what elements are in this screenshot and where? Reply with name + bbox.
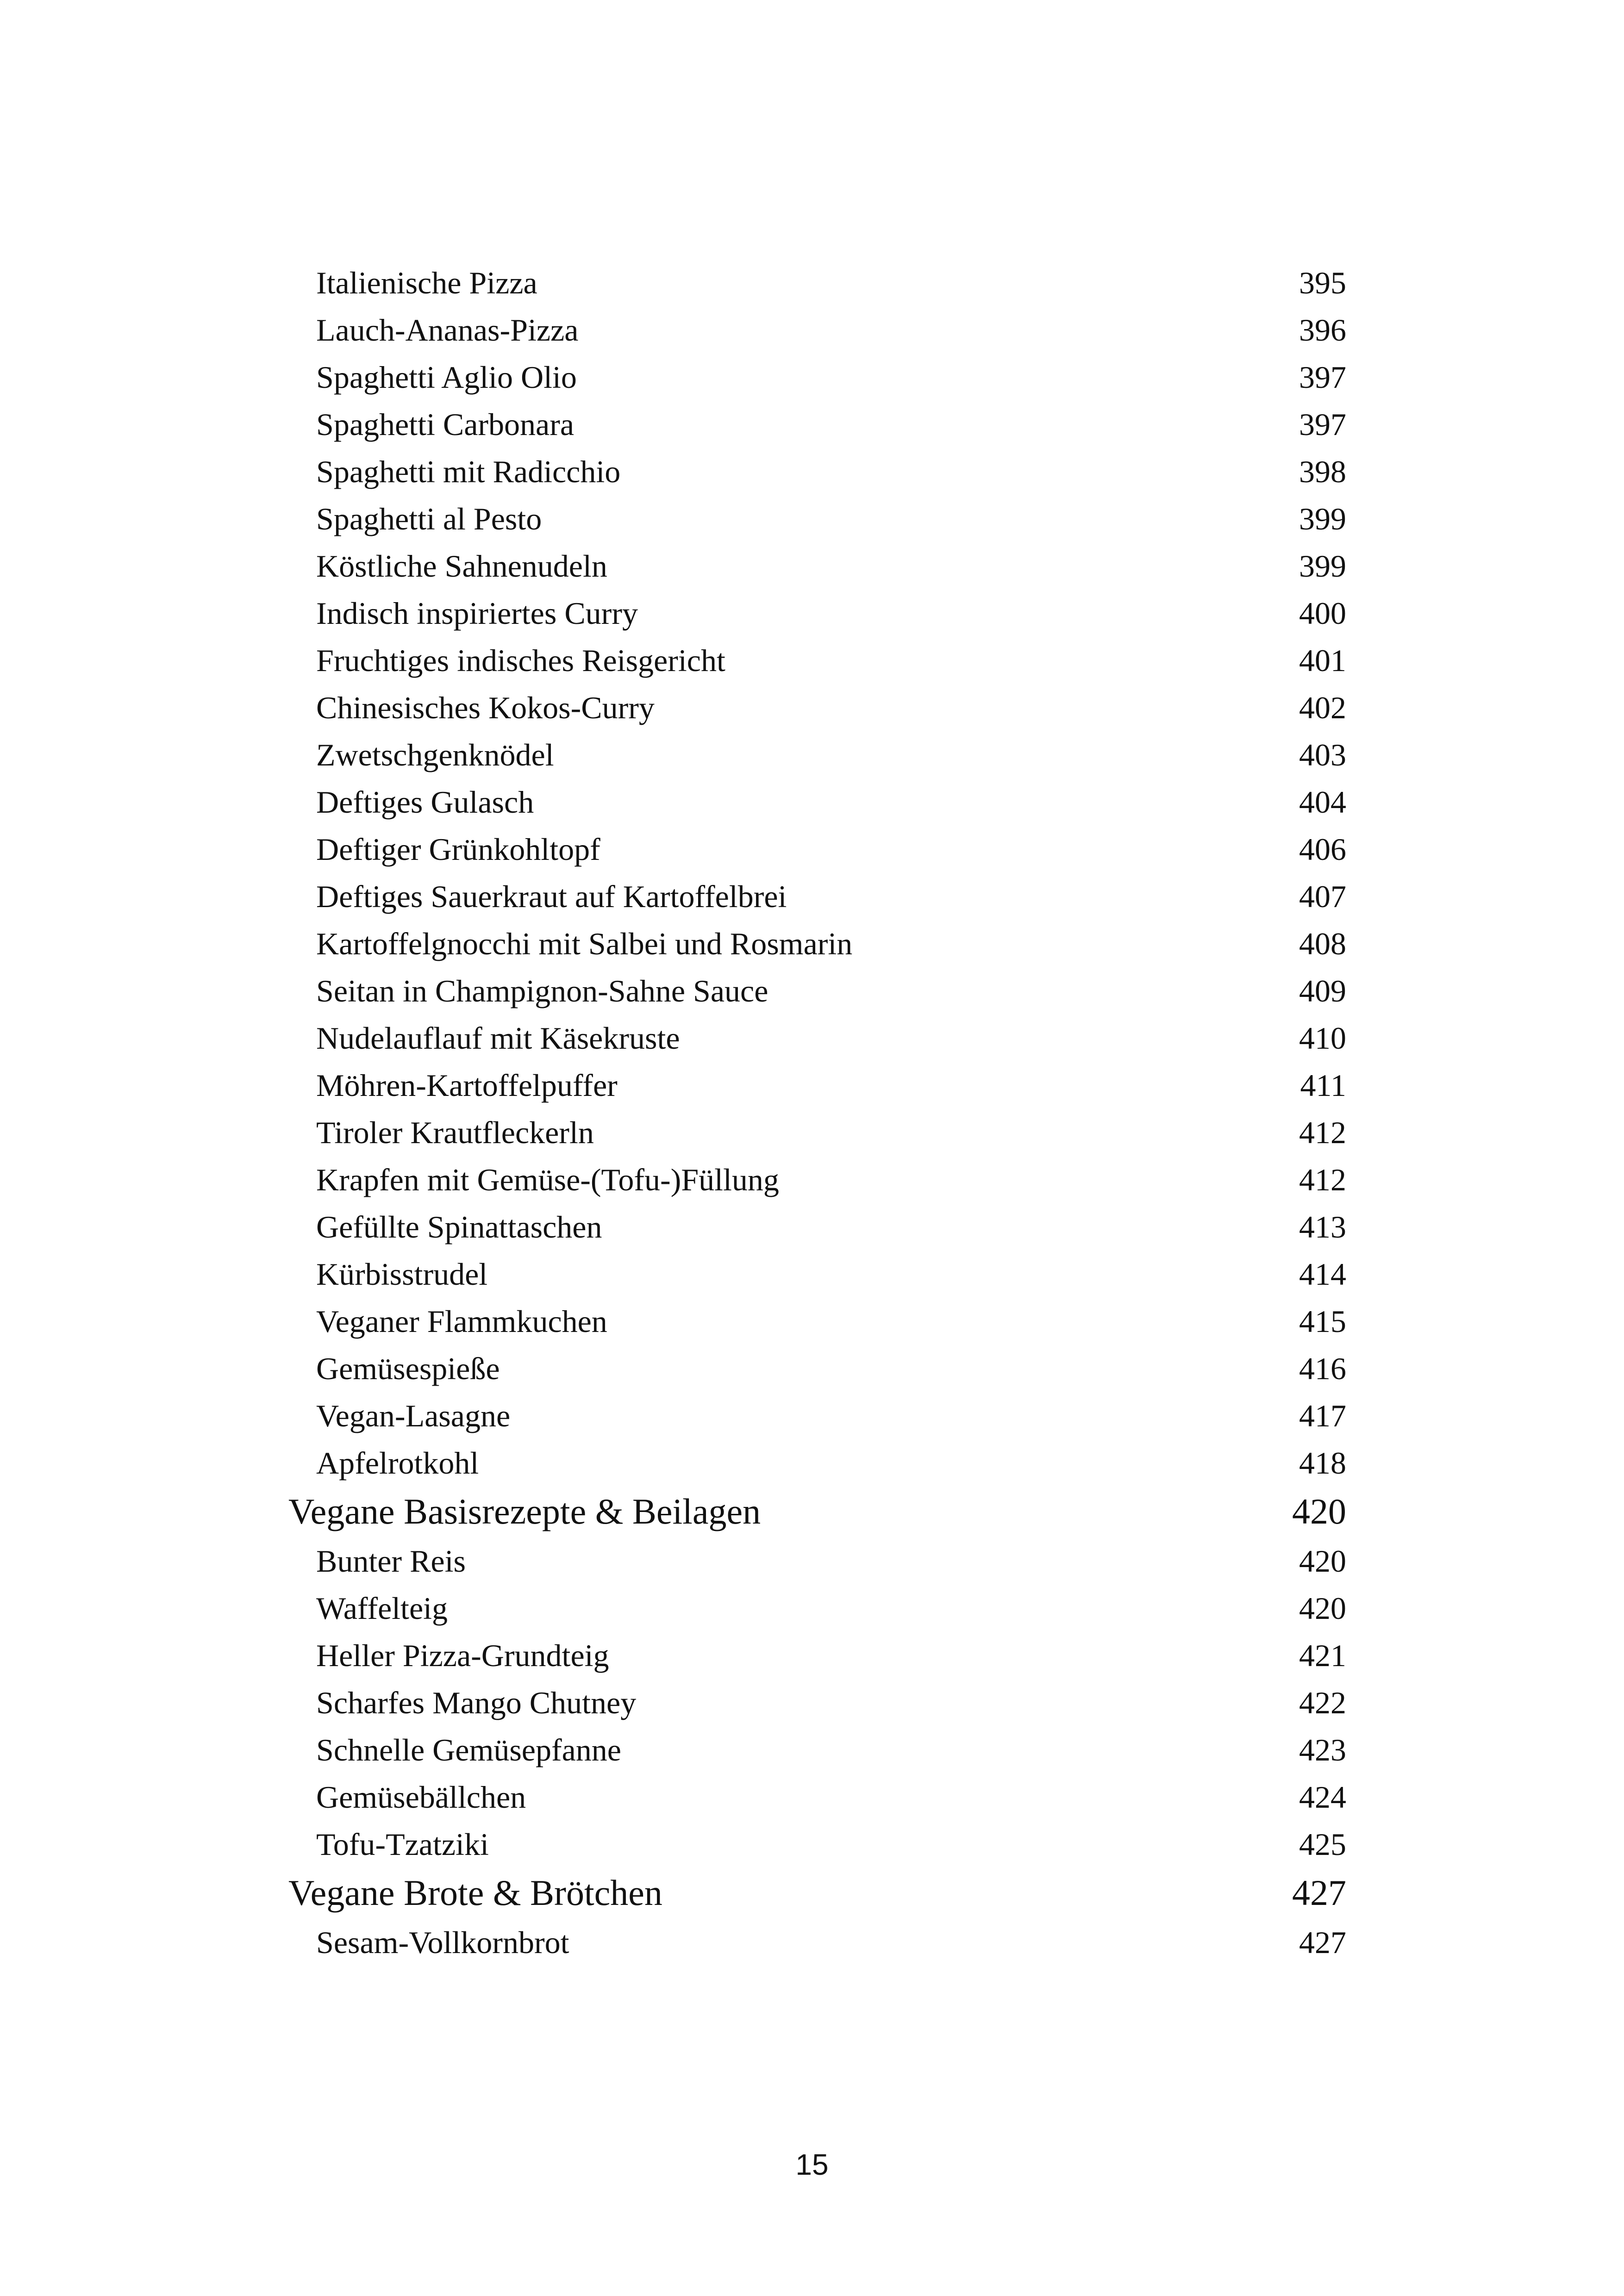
toc-entry-title: Gefüllte Spinattaschen (316, 1209, 602, 1244)
toc-entry (0, 1054, 1624, 1101)
toc-section-heading (0, 1482, 1624, 1530)
toc-entry (0, 1911, 1624, 1958)
toc-entry (0, 1148, 1624, 1195)
toc-entry-page-number: 398 (1299, 454, 1346, 489)
toc-entry-title: Vegane Basisrezepte & Beilagen (288, 1491, 761, 1531)
page-number: 15 (795, 2148, 829, 2181)
toc-entry (0, 629, 1624, 676)
toc-entry-title: Seitan in Champignon-Sahne Sauce (316, 973, 768, 1008)
toc-entry (0, 1290, 1624, 1337)
toc-entry-title: Kürbisstrudel (316, 1257, 488, 1292)
toc-section-heading (0, 1864, 1624, 1911)
toc-entry-title: Waffelteig (316, 1591, 448, 1626)
toc-entry-title: Deftiger Grünkohltopf (316, 832, 600, 867)
toc-entry (0, 1384, 1624, 1431)
toc-entry (0, 1101, 1624, 1148)
toc-entry-title: Vegan-Lasagne (316, 1398, 511, 1433)
toc-entry (0, 1007, 1624, 1054)
toc-entry (0, 723, 1624, 771)
toc-entry-title: Krapfen mit Gemüse-(Tofu-)Füllung (316, 1162, 779, 1197)
toc-entry-title: Heller Pizza-Grundteig (316, 1638, 609, 1673)
toc-entry (0, 440, 1624, 487)
toc-entry-title: Apfelrotkohl (316, 1445, 479, 1481)
toc-entry-title: Deftiges Gulasch (316, 784, 534, 820)
toc-entry-title: Deftiges Sauerkraut auf Kartoffelbrei (316, 879, 787, 914)
toc-entry-title: Spaghetti Aglio Olio (316, 360, 577, 395)
toc-entry-page-number: 397 (1299, 407, 1346, 442)
toc-entry-page-number: 396 (1299, 312, 1346, 348)
toc-entry-page-number: 422 (1299, 1685, 1346, 1720)
toc-entry-title: Spaghetti mit Radicchio (316, 454, 621, 489)
toc-entry-page-number: 424 (1299, 1780, 1346, 1815)
toc-entry (0, 818, 1624, 865)
toc-entry-page-number: 412 (1299, 1162, 1346, 1197)
toc-entry-page-number: 408 (1299, 926, 1346, 961)
toc-entry (0, 1530, 1624, 1577)
toc-entry-title: Indisch inspiriertes Curry (316, 596, 638, 631)
toc-entry (0, 393, 1624, 440)
toc-entry-page-number: 420 (1299, 1543, 1346, 1579)
toc-entry (0, 251, 1624, 299)
toc-entry-page-number: 399 (1299, 548, 1346, 584)
toc-entry (0, 1671, 1624, 1718)
toc-entry (0, 1431, 1624, 1479)
toc-entry-title: Italienische Pizza (316, 265, 537, 300)
toc-entry-title: Gemüsespieße (316, 1351, 500, 1386)
toc-entry-page-number: 411 (1300, 1068, 1346, 1103)
toc-entry-page-number: 410 (1299, 1020, 1346, 1056)
toc-entry-title: Kartoffelgnocchi mit Salbei und Rosmarin (316, 926, 853, 961)
toc-entry-page-number: 395 (1299, 265, 1346, 300)
toc-entry-page-number: 397 (1299, 360, 1346, 395)
toc-entry-page-number: 425 (1299, 1827, 1346, 1862)
toc-entry-page-number: 416 (1299, 1351, 1346, 1386)
toc-entry-page-number: 427 (1292, 1873, 1346, 1913)
toc-entry (0, 959, 1624, 1007)
toc-entry-page-number: 412 (1299, 1115, 1346, 1150)
toc-entry-title: Spaghetti al Pesto (316, 501, 542, 536)
toc-entry (0, 912, 1624, 959)
toc-entry (0, 535, 1624, 582)
toc-entry (0, 1766, 1624, 1813)
toc-entry (0, 771, 1624, 818)
toc-entry-page-number: 407 (1299, 879, 1346, 914)
toc-entry-title: Fruchtiges indisches Reisgericht (316, 643, 725, 678)
toc-entry-page-number: 409 (1299, 973, 1346, 1008)
toc-entry (0, 1195, 1624, 1243)
toc-entry-title: Bunter Reis (316, 1543, 466, 1579)
toc-entry-page-number: 427 (1299, 1925, 1346, 1960)
toc-entry (0, 1624, 1624, 1671)
toc-entry-title: Nudelauflauf mit Käsekruste (316, 1020, 680, 1056)
toc-entry-title: Veganer Flammkuchen (316, 1304, 607, 1339)
toc-entry-title: Chinesisches Kokos-Curry (316, 690, 655, 725)
toc-entry (0, 582, 1624, 629)
toc-entry-page-number: 420 (1292, 1491, 1346, 1531)
toc-entry-page-number: 418 (1299, 1445, 1346, 1481)
toc-entry-page-number: 406 (1299, 832, 1346, 867)
toc-entry-title: Tofu-Tzatziki (316, 1827, 489, 1862)
toc-entry-title: Lauch-Ananas-Pizza (316, 312, 579, 348)
toc-entry (0, 1337, 1624, 1384)
toc-entry-page-number: 403 (1299, 737, 1346, 772)
toc-entry-title: Zwetschgenknödel (316, 737, 554, 772)
toc-entry-page-number: 401 (1299, 643, 1346, 678)
toc-entry-page-number: 400 (1299, 596, 1346, 631)
toc-entry (0, 299, 1624, 346)
toc-entry-page-number: 421 (1299, 1638, 1346, 1673)
toc-entry (0, 487, 1624, 535)
toc-entry (0, 1243, 1624, 1290)
toc-entry-title: Schnelle Gemüsepfanne (316, 1732, 621, 1767)
toc-entry-page-number: 404 (1299, 784, 1346, 820)
toc-entry (0, 1718, 1624, 1766)
toc-entry-title: Spaghetti Carbonara (316, 407, 575, 442)
toc-entry-page-number: 402 (1299, 690, 1346, 725)
toc-entry-title: Tiroler Krautfleckerln (316, 1115, 594, 1150)
toc-entry (0, 865, 1624, 912)
toc-entry-page-number: 423 (1299, 1732, 1346, 1767)
toc-entry (0, 676, 1624, 723)
toc-entry-page-number: 413 (1299, 1209, 1346, 1244)
toc-entry-title: Gemüsebällchen (316, 1780, 526, 1815)
toc-entry-title: Vegane Brote & Brötchen (288, 1873, 662, 1913)
toc-entry-page-number: 414 (1299, 1257, 1346, 1292)
toc-entry-title: Sesam-Vollkornbrot (316, 1925, 569, 1960)
toc-entry-page-number: 417 (1299, 1398, 1346, 1433)
toc-entry-title: Köstliche Sahnenudeln (316, 548, 607, 584)
toc-entry-page-number: 399 (1299, 501, 1346, 536)
toc-entry (0, 346, 1624, 393)
toc-entry (0, 1813, 1624, 1860)
toc-entry-page-number: 420 (1299, 1591, 1346, 1626)
toc-entry-title: Möhren-Kartoffelpuffer (316, 1068, 618, 1103)
toc-entry (0, 1577, 1624, 1624)
toc-entry-title: Scharfes Mango Chutney (316, 1685, 637, 1720)
toc-entry-page-number: 415 (1299, 1304, 1346, 1339)
